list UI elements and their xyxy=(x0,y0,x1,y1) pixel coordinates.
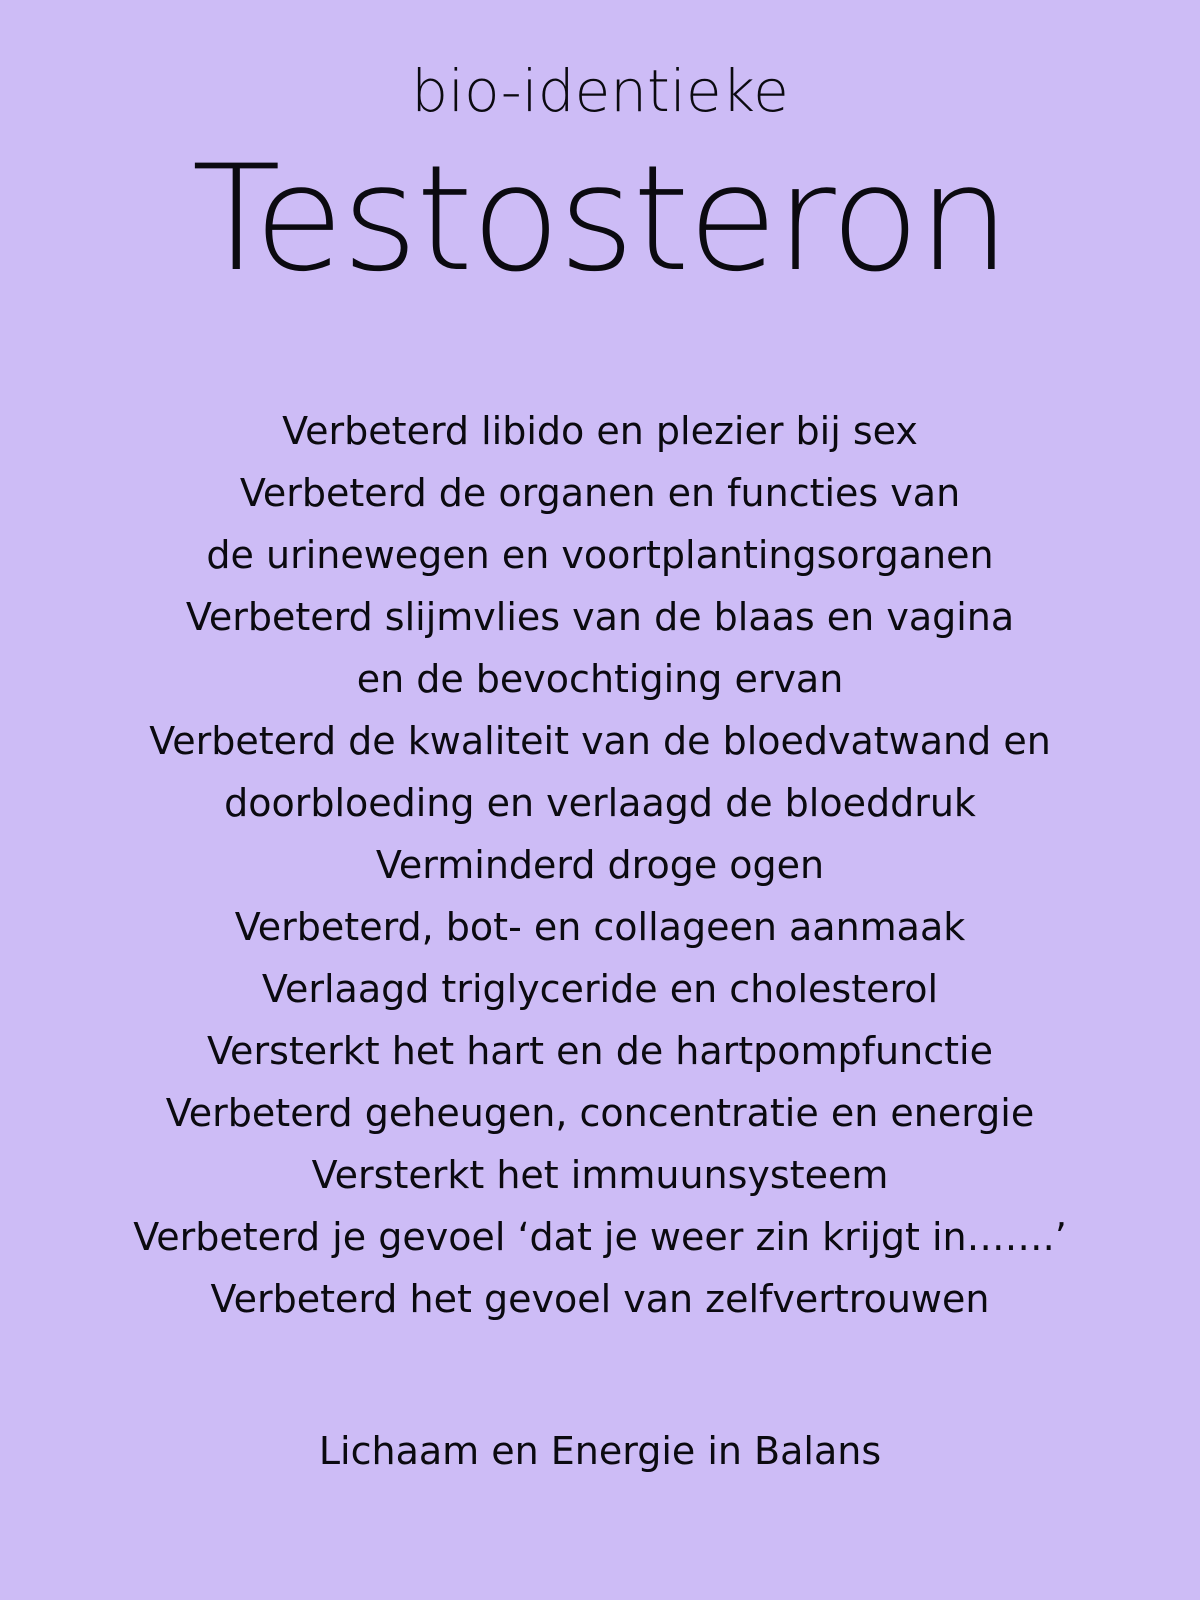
benefit-item: Versterkt het immuunsysteem xyxy=(311,1153,889,1197)
benefit-item: Verbeterd het gevoel van zelfvertrouwen xyxy=(210,1277,990,1321)
benefit-item: Verbeterd de organen en functies van xyxy=(239,471,961,515)
footer-tagline: Lichaam en Energie in Balans xyxy=(318,1429,882,1473)
benefit-item: Verminderd droge ogen xyxy=(375,843,825,887)
benefit-item: Verbeterd libido en plezier bij sex xyxy=(282,409,918,453)
benefit-item: Verbeterd de kwaliteit van de bloedvatwand en xyxy=(149,719,1051,763)
benefits-list xyxy=(100,400,1100,1330)
benefit-item: Verbeterd geheugen, concentratie en energie xyxy=(165,1091,1035,1135)
page-title: Testosteron xyxy=(191,134,1009,304)
benefit-item: Verlaagd triglyceride en cholesterol xyxy=(261,967,939,1011)
benefit-item: Versterkt het hart en de hartpompfunctie xyxy=(207,1029,993,1073)
benefit-item: Verbeterd, bot- en collageen aanmaak xyxy=(234,905,966,949)
benefit-item: Verbeterd je gevoel ‘dat je weer zin krijgt in…….’ xyxy=(133,1215,1067,1259)
page-subtitle: bio-identieke xyxy=(411,57,789,125)
benefit-item: Verbeterd slijmvlies van de blaas en vagina xyxy=(185,595,1015,639)
benefit-item: de urinewegen en voortplantingsorganen xyxy=(206,533,994,577)
benefit-item: doorbloeding en verlaagd de bloeddruk xyxy=(224,781,976,825)
benefit-item: en de bevochtiging ervan xyxy=(356,657,844,701)
